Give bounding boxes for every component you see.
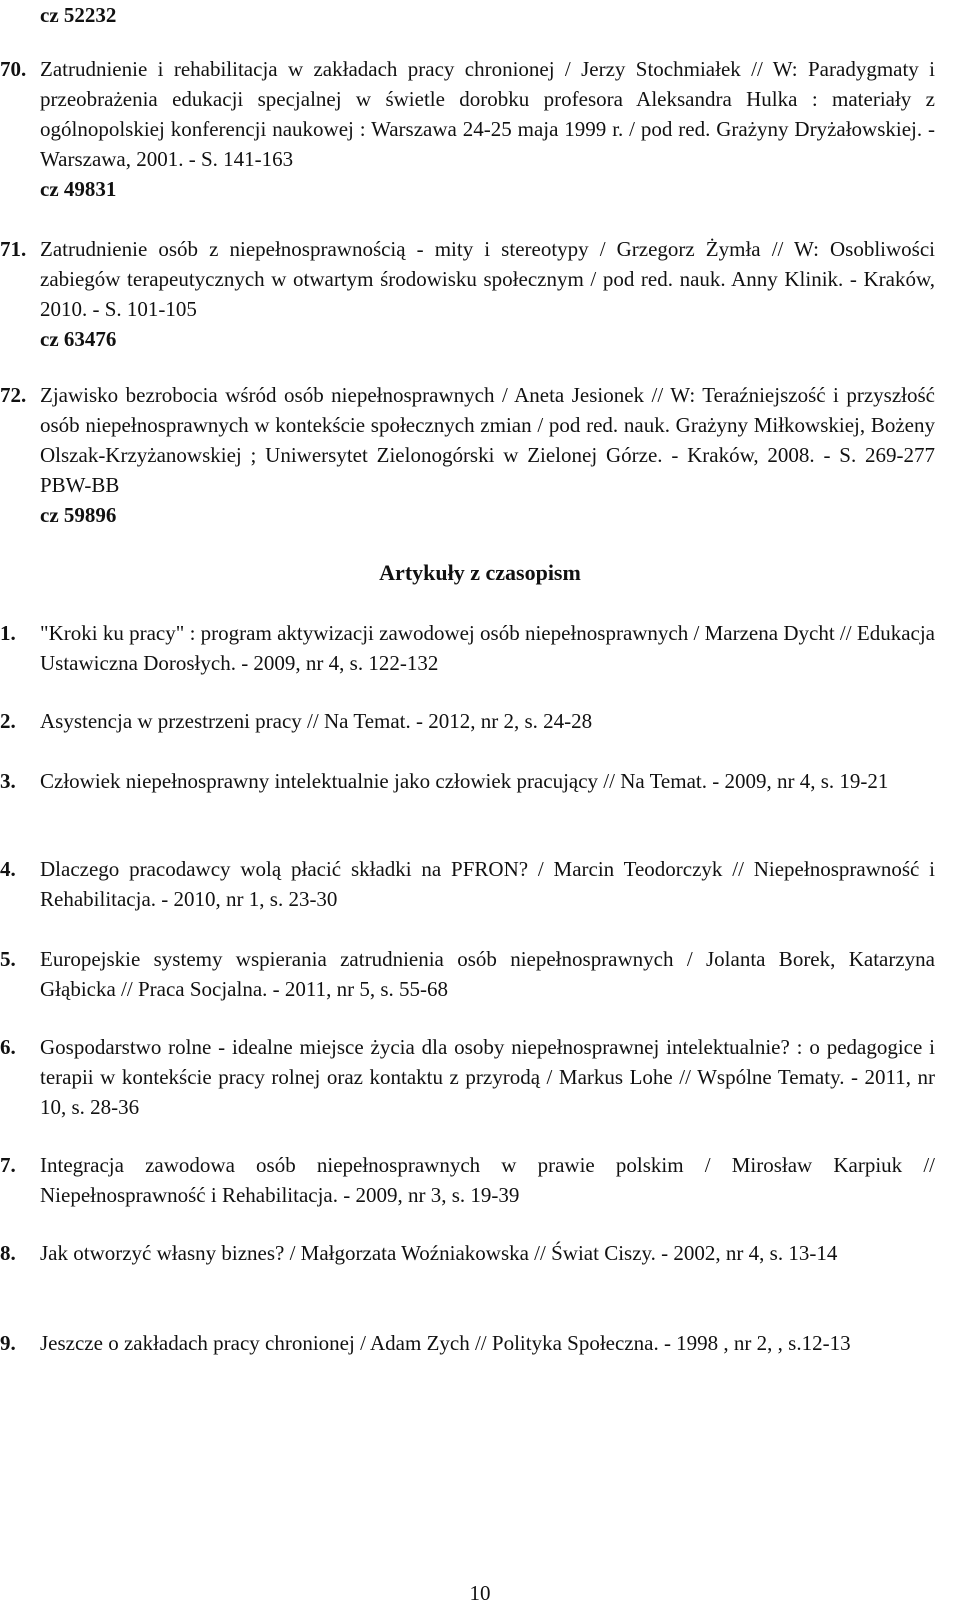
entry-number: 6. [0, 1035, 16, 1059]
entry-number: 7. [0, 1153, 16, 1177]
entry-text: Europejskie systemy wspierania zatrudnienia osób niepełnosprawnych / Jolanta Borek, Katarzyna Głąbicka // Praca Socjalna. - 2011, nr 5, s. 55-68 [40, 947, 935, 1001]
entry-text: Jeszcze o zakładach pracy chronionej / Adam Zych // Polityka Społeczna. - 1998 , nr 2, , s.12-13 [40, 1331, 851, 1355]
entry-text-block [40, 380, 935, 530]
entry-number: 4. [0, 857, 16, 881]
entry-text: Integracja zawodowa osób niepełnosprawnych w prawie polskim / Mirosław Karpiuk // Niepełnosprawność i Rehabilitacja. - 2009, nr 3, s. 19-39 [40, 1153, 935, 1207]
entry-number: 5. [0, 947, 16, 971]
entry-number: 72. [0, 383, 27, 407]
call-number: cz 63476 [40, 327, 117, 351]
entry-text: Zatrudnienie i rehabilitacja w zakładach pracy chronionej / Jerzy Stochmiałek // W: Paradygmaty i przeobrażenia edukacji specjalnej w świetle dorobku profesora Aleksandra Hulka : materiały z ogólnopolskiej konferencji naukowej : Warszawa 24-25 maja 1999 r. / pod red. Grażyny Dryżałowskiej. - Warszawa, 2001. - S. 141-163 [40, 57, 935, 171]
call-number: cz 59896 [40, 503, 117, 527]
entry-text: Asystencja w przestrzeni pracy // Na Temat. - 2012, nr 2, s. 24-28 [40, 709, 593, 733]
entry-number: 71. [0, 237, 27, 261]
entry-number: 8. [0, 1241, 16, 1265]
entry-text: Zjawisko bezrobocia wśród osób niepełnosprawnych / Aneta Jesionek // W: Teraźniejszość i przyszłość osób niepełnosprawnych w kontekście społecznych zmian / pod red. nauk. Grażyny Miłkowskiej, Bożeny Olszak-Krzyżanowskiej ; Uniwersytet Zielonogórski w Zielonej Górze. - Kraków, 2008. - S. 269-277 PBW-BB [40, 383, 935, 497]
entry-number: 2. [0, 709, 16, 733]
entry-number: 3. [0, 769, 16, 793]
entry-number: 70. [0, 57, 27, 81]
entry-text: "Kroki ku pracy" : program aktywizacji zawodowej osób niepełnosprawnych / Marzena Dycht // Edukacja Ustawiczna Dorosłych. - 2009, nr 4, s. 122-132 [40, 621, 935, 675]
entry-text-block [40, 54, 935, 204]
entry-text: Dlaczego pracodawcy wolą płacić składki na PFRON? / Marcin Teodorczyk // Niepełnosprawność i Rehabilitacja. - 2010, nr 1, s. 23-30 [40, 857, 935, 911]
entry-text: Jak otworzyć własny biznes? / Małgorzata Woźniakowska // Świat Ciszy. - 2002, nr 4, s. 13-14 [40, 1241, 838, 1265]
entry-number: 1. [0, 621, 16, 645]
entry-text: Gospodarstwo rolne - idealne miejsce życia dla osoby niepełnosprawnej intelektualnie? : o pedagogice i terapii w kontekście pracy rolnej oraz kontaktu z przyrodą / Markus Lohe // Wspólne Tematy. - 2011, nr 10, s. 28-36 [40, 1035, 935, 1119]
entry-text: Zatrudnienie osób z niepełnosprawnością - mity i stereotypy / Grzegorz Żymła // W: Osobliwości zabiegów terapeutycznych w otwartym środowisku społecznym / pod red. nauk. Anny Klinik. - Kraków, 2010. - S. 101-105 [40, 237, 935, 321]
entry-number: 9. [0, 1331, 16, 1355]
entry-text: Człowiek niepełnosprawny intelektualnie jako człowiek pracujący // Na Temat. - 2009, nr 4, s. 19-21 [40, 769, 889, 793]
call-number: cz 52232 [40, 3, 117, 27]
page-number: 10 [469, 1581, 491, 1605]
entry-text-block [40, 234, 935, 354]
section-heading: Artykuły z czasopism [379, 560, 581, 585]
call-number: cz 49831 [40, 177, 117, 201]
